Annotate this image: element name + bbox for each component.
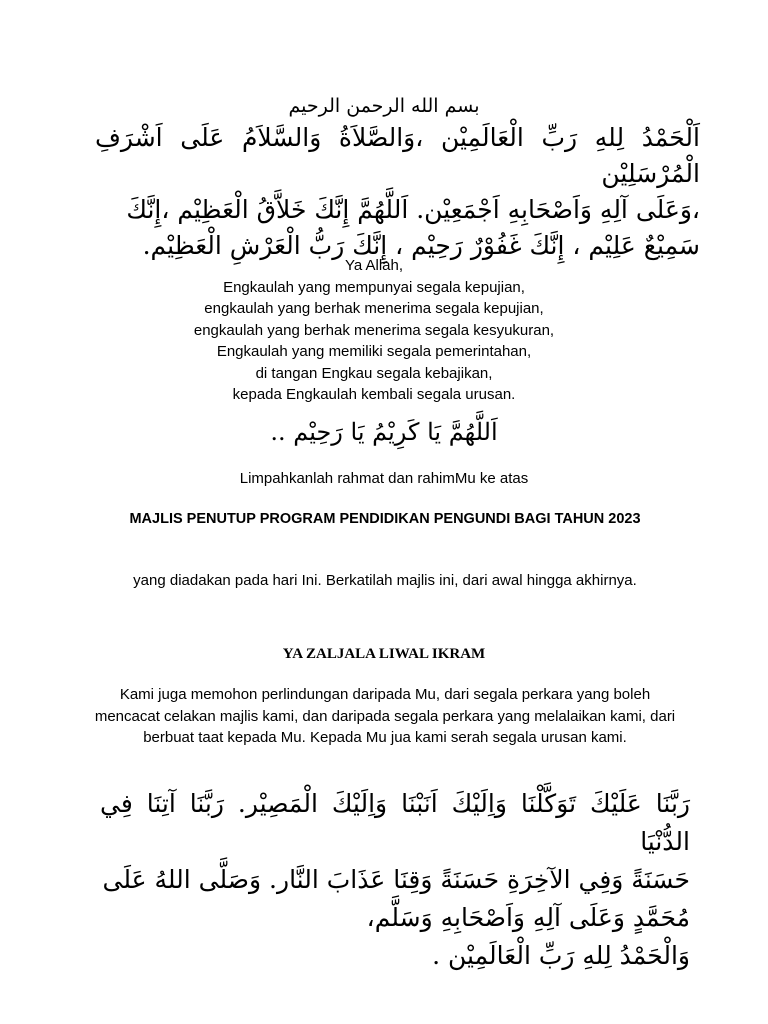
opening-arabic-prayer xyxy=(95,120,700,264)
arabic-line: ،وَعَلَى آلِهِ وَاَصْحَابِهِ اَجْمَعِيْن. اَللَّهُمَّ إِنَّكَ خَلاَّقُ الْعَظِيْم ،إِنَّكَ xyxy=(126,195,700,224)
praise-line: Engkaulah yang mempunyai segala kepujian, xyxy=(223,278,525,296)
event-title: MAJLIS PENUTUP PROGRAM PENDIDIKAN PENGUNDI BAGI TAHUN 2023 xyxy=(129,511,641,527)
praise-line: kepada Engkaulah kembali segala urusan. xyxy=(232,386,516,403)
closing-arabic-prayer xyxy=(100,785,690,975)
arabic-line: رَبَّنَا عَلَيْكَ تَوَكَّلْنَا وَاِلَيْكَ اَنَبْنَا وَاِلَيْكَ الْمَصِيْر. رَبَّنَا آتِنَا فِي الدُّنْيَا xyxy=(100,789,690,856)
praise-line: di tangan Engkau segala kebajikan, xyxy=(255,364,493,382)
arabic-line: سَمِيْعٌ عَلِيْم ، إِنَّكَ غَفُوْرٌ رَحِيْم ، إِنَّكَ رَبُّ الْعَرْشِ الْعَظِيْم. xyxy=(142,231,700,260)
invocation-text: Limpahkanlah rahmat dan rahimMu ke atas xyxy=(239,470,529,487)
arabic-line: حَسَنَةً وَفِي الآخِرَةِ حَسَنَةً وَقِنَا عَذَابَ النَّار. وَصَلَّى اللهُ عَلَى xyxy=(102,865,690,894)
basmala: بسم الله الرحمن الرحيم xyxy=(288,95,480,117)
arabic-line: اَلْحَمْدُ لِلهِ رَبِّ الْعَالَمِيْن ،وَالصَّلاَةُ وَالسَّلاَمُ عَلَى اَشْرَفِ الْمُرْسَلِيْن xyxy=(95,123,700,188)
invocation-arabic: اَللَّهُمَّ يَا كَرِيْمُ يَا رَحِيْم .. xyxy=(270,418,498,446)
praise-line: engkaulah yang berhak menerima segala kesyukuran, xyxy=(193,321,555,339)
arabic-line: وَالْحَمْدُ لِلهِ رَبِّ الْعَالَمِيْن . xyxy=(432,941,690,970)
arabic-line: مُحَمَّدٍ وَعَلَى آلِهِ وَاَصْحَابِهِ وَسَلَّم، xyxy=(366,903,690,932)
praise-line: Ya Allah, xyxy=(344,257,404,274)
section-heading: YA ZALJALA LIWAL IKRAM xyxy=(282,646,486,662)
event-description: yang diadakan pada hari Ini. Berkatilah majlis ini, dari awal hingga akhirnya. xyxy=(133,572,637,589)
protection-paragraph: Kami juga memohon perlindungan daripada Mu, dari segala perkara yang boleh mencacat celakan majlis kami, dan daripada segala perkara yang melalaikan kami, dari berbuat taat kepada Mu. Kepada Mu jua kami serah segala urusan kami. xyxy=(94,686,676,746)
praise-verse xyxy=(0,255,748,406)
praise-line: Engkaulah yang memiliki segala pemerintahan, xyxy=(216,343,532,360)
praise-line: engkaulah yang berhak menerima segala kepujian, xyxy=(204,300,544,317)
